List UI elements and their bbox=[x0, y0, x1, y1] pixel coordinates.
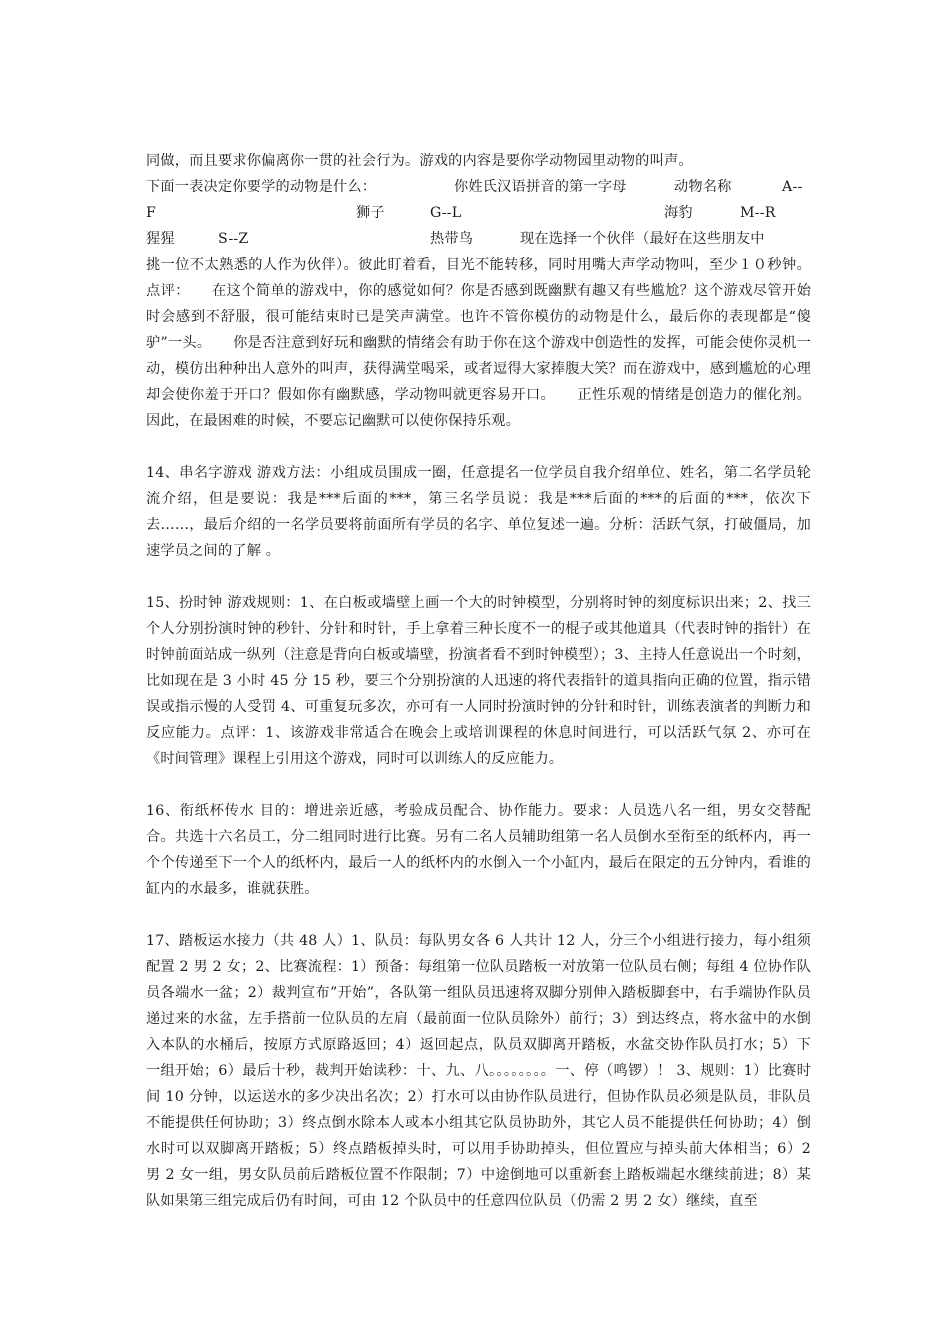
table-row4-letters: S--Z bbox=[218, 231, 249, 247]
intro-rest-line: 现在选择一个伙伴（最好在这些朋友中 bbox=[520, 231, 765, 247]
table-intro-text: 下面一表决定你要学的动物是什么： bbox=[146, 179, 377, 195]
table-row3-letters: M--R bbox=[740, 205, 776, 221]
table-row1-letters-end: F bbox=[146, 205, 157, 221]
table-row1-letters: A-- bbox=[782, 179, 803, 195]
table-row1-animal: 狮子 bbox=[356, 205, 385, 221]
intro-line-1: 同做，而且要求你偏离你一贯的社会行为。游戏的内容是要你学动物园里动物的叫声。 bbox=[146, 153, 693, 169]
animal-table-row-2 bbox=[146, 200, 811, 226]
table-row3-animal: 猩猩 bbox=[146, 231, 175, 247]
table-header-animal: 动物名称 bbox=[674, 179, 732, 195]
section-16: 16、衔纸杯传水 目的：增进亲近感，考验成员配合、协作能力。要求：人员选八名一组，男女交替配合。共选十六名员工，分二组同时进行比赛。另有二名人员辅助组第一名人员倒水至衔至的纸杯内，再一个个传递至下一个人的纸杯内，最后一人的纸杯内的水倒入一个小缸内，最后在限定的五分钟内，看谁的缸内的水最多，谁就获胜。 bbox=[146, 803, 811, 897]
intro-body: 挑一位不太熟悉的人作为伙伴）。彼此盯着看，目光不能转移，同时用嘴大声学动物叫，至少１０秒钟。点评： 在这个简单的游戏中，你的感觉如何？你是否感到既幽默有趣又有些尴尬？这个游戏尽管开始时会感到不舒服，很可能结束时已是笑声满堂。也许不管你模仿的动物是什么，最后你的表现都是“傻驴”一头。 你是否注意到好玩和幽默的情绪会有助于你在这个游戏中创造性的发挥，可能会使你灵机一动，模仿出种种出人意外的叫声，获得满堂喝采，或者逗得大家捧腹大笑？而在游戏中，感到尴尬的心理却会使你羞于开口？假如你有幽默感，学动物叫就更容易开口。 正性乐观的情绪是创造力的催化剂。因此，在最困难的时候，不要忘记幽默可以使你保持乐观。 bbox=[146, 257, 811, 429]
section-15: 15、扮时钟 游戏规则：1、在白板或墙壁上画一个大的时钟模型，分别将时钟的刻度标识出来；2、找三个人分别扮演时钟的秒针、分针和时针，手上拿着三种长度不一的棍子或其他道具（代表时钟的指针）在时钟前面站成一纵列（注意是背向白板或墙壁，扮演者看不到时钟模型）；3、主持人任意说出一个时刻，比如现在是 3 小时 45 分 15 秒，要三个分别扮演的人迅速的将代表指针的道具指向正确的位置，指示错误或指示慢的人受罚 4、可重复玩多次，亦可有一人同时扮演时钟的分针和时针，训练表演者的判断力和反应能力。点评：1、该游戏非常适合在晚会上或培训课程的休息时间进行，可以活跃气氛 2、亦可在《时间管理》课程上引用这个游戏，同时可以训练人的反应能力。 bbox=[146, 595, 811, 767]
section-14: 14、串名字游戏 游戏方法：小组成员围成一圈，任意提名一位学员自我介绍单位、姓名，第二名学员轮流介绍，但是要说：我是***后面的***，第三名学员说：我是***后面的***的后面的***，依次下去……，最后介绍的一名学员要将前面所有学员的名字、单位复述一遍。分析：活跃气氛，打破僵局，加速学员之间的了解 。 bbox=[146, 465, 811, 559]
table-row2-letters: G--L bbox=[430, 205, 462, 221]
table-header-letter: 你姓氏汉语拼音的第一字母 bbox=[454, 179, 627, 195]
animal-table-header-row bbox=[146, 174, 811, 200]
animal-table-row-3 bbox=[146, 226, 811, 252]
section-17: 17、踏板运水接力（共 48 人）1、队员：每队男女各 6 人共计 12 人，分三个小组进行接力，每小组须配置 2 男 2 女；2、比赛流程：1）预备：每组第一位队员踏板一对放第一位队员右侧；每组 4 位协作队员各端水一盆；2）裁判宣布”开始”，各队第一组队员迅速将双脚分别伸入踏板脚套中，右手端协作队员递过来的水盆，左手搭前一位队员的左肩（最前面一位队员除外）前行；3）到达终点，将水盆中的水倒入本队的水桶后，按原方式原路返回；4）返回起点，队员双脚离开踏板，水盆交协作队员打水；5）下一组开始；6）最后十秒，裁判开始读秒：十、九、八。。。。。。。。一、停（鸣锣）！ 3、规则：1）比赛时间 10 分钟，以运送水的多少决出名次；2）打水可以由协作队员进行，但协作队员必须是队员，非队员不能提供任何协助；3）终点倒水除本人或本小组其它队员协助外，其它人员不能提供任何协助；4）倒水时可以双脚离开踏板；5）终点踏板掉头时，可以用手协助掉头，但位置应与掉头前大体相当；6）2 男 2 女一组，男女队员前后踏板位置不作限制；7）中途倒地可以重新套上踏板端起水继续前进；8）某队如果第三组完成后仍有时间，可由 12 个队员中的任意四位队员（仍需 2 男 2 女）继续，直至 bbox=[146, 933, 811, 1209]
document-page bbox=[146, 148, 811, 1214]
table-row2-animal: 海豹 bbox=[664, 205, 693, 221]
table-row4-animal: 热带鸟 bbox=[430, 231, 474, 247]
